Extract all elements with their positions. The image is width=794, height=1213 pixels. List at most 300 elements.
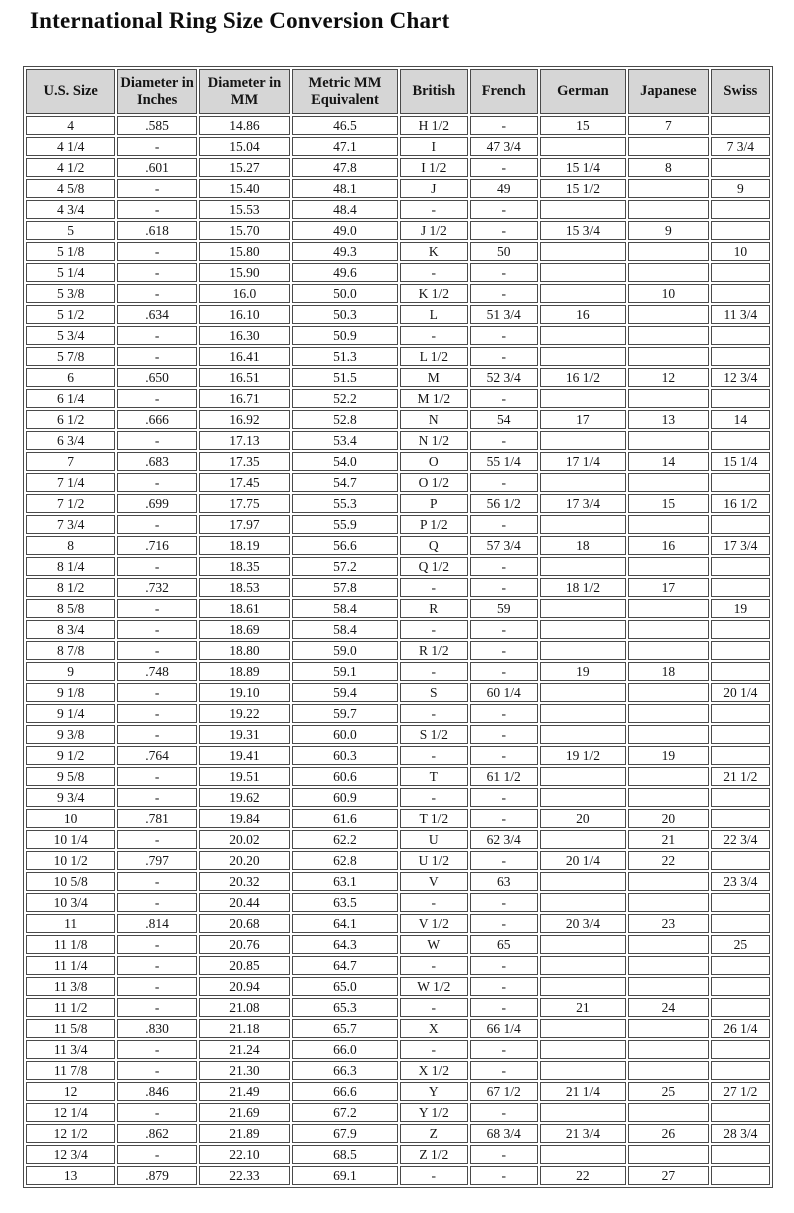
- table-cell: 16.30: [199, 326, 290, 345]
- table-cell: 16: [628, 536, 709, 555]
- table-cell: 56.6: [292, 536, 398, 555]
- table-cell: [711, 893, 770, 912]
- table-cell: 18.69: [199, 620, 290, 639]
- table-cell: 67.2: [292, 1103, 398, 1122]
- table-cell: -: [470, 515, 538, 534]
- table-cell: [711, 515, 770, 534]
- table-cell: 63.1: [292, 872, 398, 891]
- table-cell: 6 1/4: [26, 389, 115, 408]
- table-row: [26, 893, 770, 912]
- table-cell: -: [470, 1061, 538, 1080]
- table-cell: 55.9: [292, 515, 398, 534]
- table-cell: [628, 557, 709, 576]
- table-row: [26, 179, 770, 198]
- table-cell: 19: [628, 746, 709, 765]
- table-cell: [540, 1145, 626, 1164]
- table-cell: -: [117, 263, 197, 282]
- table-cell: O: [400, 452, 468, 471]
- table-cell: [540, 1061, 626, 1080]
- table-cell: 20.85: [199, 956, 290, 975]
- table-row: [26, 263, 770, 282]
- table-cell: -: [400, 746, 468, 765]
- table-cell: -: [117, 977, 197, 996]
- table-cell: 18: [540, 536, 626, 555]
- table-cell: -: [117, 641, 197, 660]
- table-cell: L: [400, 305, 468, 324]
- table-cell: -: [470, 578, 538, 597]
- table-cell: -: [117, 179, 197, 198]
- table-cell: 11 1/2: [26, 998, 115, 1017]
- table-cell: 52.8: [292, 410, 398, 429]
- table-cell: 6 3/4: [26, 431, 115, 450]
- table-cell: [540, 893, 626, 912]
- table-cell: [711, 914, 770, 933]
- table-cell: 61.6: [292, 809, 398, 828]
- table-cell: [711, 956, 770, 975]
- table-cell: -: [400, 326, 468, 345]
- table-cell: 20 1/4: [711, 683, 770, 702]
- table-cell: .879: [117, 1166, 197, 1185]
- table-cell: 22.10: [199, 1145, 290, 1164]
- table-cell: [628, 872, 709, 891]
- table-cell: -: [400, 1040, 468, 1059]
- table-row: [26, 1166, 770, 1185]
- table-cell: T 1/2: [400, 809, 468, 828]
- table-cell: 18.61: [199, 599, 290, 618]
- table-cell: 49.3: [292, 242, 398, 261]
- table-cell: 49: [470, 179, 538, 198]
- table-cell: -: [470, 956, 538, 975]
- table-row: [26, 704, 770, 723]
- table-cell: Z 1/2: [400, 1145, 468, 1164]
- table-row: [26, 410, 770, 429]
- table-cell: [711, 704, 770, 723]
- table-cell: 54.0: [292, 452, 398, 471]
- table-cell: .585: [117, 116, 197, 135]
- table-cell: -: [400, 788, 468, 807]
- table-cell: .764: [117, 746, 197, 765]
- table-row: [26, 347, 770, 366]
- table-cell: 8: [628, 158, 709, 177]
- table-cell: 11: [26, 914, 115, 933]
- table-cell: [540, 620, 626, 639]
- table-cell: 65.0: [292, 977, 398, 996]
- table-cell: [628, 683, 709, 702]
- table-cell: .830: [117, 1019, 197, 1038]
- table-row: [26, 536, 770, 555]
- table-cell: [711, 284, 770, 303]
- table-cell: 58.4: [292, 620, 398, 639]
- table-cell: -: [470, 1166, 538, 1185]
- table-cell: 11 3/4: [26, 1040, 115, 1059]
- table-cell: [628, 1061, 709, 1080]
- table-cell: -: [117, 200, 197, 219]
- table-cell: 67.9: [292, 1124, 398, 1143]
- table-cell: [711, 389, 770, 408]
- table-cell: [711, 1103, 770, 1122]
- table-row: [26, 473, 770, 492]
- table-cell: Q 1/2: [400, 557, 468, 576]
- table-cell: -: [470, 998, 538, 1017]
- table-cell: 21: [628, 830, 709, 849]
- table-row: [26, 221, 770, 240]
- table-cell: 14.86: [199, 116, 290, 135]
- table-cell: 7: [26, 452, 115, 471]
- table-cell: [628, 767, 709, 786]
- table-cell: 7 1/2: [26, 494, 115, 513]
- table-cell: [711, 431, 770, 450]
- table-cell: -: [117, 683, 197, 702]
- table-cell: 20.94: [199, 977, 290, 996]
- table-cell: 16.71: [199, 389, 290, 408]
- table-cell: 18.89: [199, 662, 290, 681]
- table-cell: [711, 1040, 770, 1059]
- table-cell: 57 3/4: [470, 536, 538, 555]
- table-cell: -: [117, 620, 197, 639]
- table-row: [26, 200, 770, 219]
- table-cell: 16.10: [199, 305, 290, 324]
- table-cell: [628, 893, 709, 912]
- table-row: [26, 326, 770, 345]
- table-cell: [540, 1103, 626, 1122]
- table-row: [26, 935, 770, 954]
- column-header: Diameter in Inches: [117, 69, 197, 114]
- table-cell: [711, 116, 770, 135]
- table-cell: 19.22: [199, 704, 290, 723]
- table-cell: 60.3: [292, 746, 398, 765]
- table-cell: -: [117, 767, 197, 786]
- table-row: [26, 851, 770, 870]
- table-cell: 5 1/4: [26, 263, 115, 282]
- table-cell: 12 3/4: [26, 1145, 115, 1164]
- column-header: Japanese: [628, 69, 709, 114]
- table-cell: [628, 599, 709, 618]
- table-cell: 12: [26, 1082, 115, 1101]
- table-cell: 11 3/8: [26, 977, 115, 996]
- table-cell: 5: [26, 221, 115, 240]
- table-cell: -: [470, 893, 538, 912]
- table-cell: 60.9: [292, 788, 398, 807]
- column-header: French: [470, 69, 538, 114]
- table-header-row: [26, 69, 770, 114]
- table-cell: 8: [26, 536, 115, 555]
- table-cell: 21.24: [199, 1040, 290, 1059]
- table-cell: M: [400, 368, 468, 387]
- table-cell: .814: [117, 914, 197, 933]
- table-cell: 66.6: [292, 1082, 398, 1101]
- table-cell: -: [470, 431, 538, 450]
- table-row: [26, 1103, 770, 1122]
- table-cell: .732: [117, 578, 197, 597]
- table-cell: [628, 347, 709, 366]
- table-cell: -: [117, 788, 197, 807]
- table-cell: -: [470, 641, 538, 660]
- ring-size-conversion-table: [23, 66, 773, 1188]
- table-cell: -: [117, 326, 197, 345]
- table-cell: -: [470, 158, 538, 177]
- table-row: [26, 515, 770, 534]
- table-cell: 25: [628, 1082, 709, 1101]
- table-cell: 15.80: [199, 242, 290, 261]
- table-row: [26, 284, 770, 303]
- table-cell: [540, 788, 626, 807]
- table-cell: 50.3: [292, 305, 398, 324]
- table-row: [26, 137, 770, 156]
- table-cell: -: [117, 830, 197, 849]
- table-cell: 60.6: [292, 767, 398, 786]
- table-cell: 12 3/4: [711, 368, 770, 387]
- table-cell: 8 5/8: [26, 599, 115, 618]
- table-cell: K 1/2: [400, 284, 468, 303]
- table-cell: 15: [628, 494, 709, 513]
- table-cell: -: [117, 431, 197, 450]
- table-cell: 17.13: [199, 431, 290, 450]
- table-cell: 6 1/2: [26, 410, 115, 429]
- table-cell: 57.8: [292, 578, 398, 597]
- table-cell: [628, 935, 709, 954]
- table-cell: [628, 137, 709, 156]
- table-cell: 4 1/2: [26, 158, 115, 177]
- table-cell: -: [470, 263, 538, 282]
- table-cell: 10 5/8: [26, 872, 115, 891]
- table-cell: 68 3/4: [470, 1124, 538, 1143]
- table-row: [26, 1124, 770, 1143]
- table-cell: [711, 1166, 770, 1185]
- table-cell: 53.4: [292, 431, 398, 450]
- table-cell: [711, 746, 770, 765]
- table-cell: [711, 200, 770, 219]
- table-cell: [540, 641, 626, 660]
- table-cell: [628, 1103, 709, 1122]
- table-cell: 15 1/4: [711, 452, 770, 471]
- table-cell: 66.3: [292, 1061, 398, 1080]
- table-cell: .666: [117, 410, 197, 429]
- table-row: [26, 746, 770, 765]
- table-header: [26, 69, 770, 114]
- table-cell: 56 1/2: [470, 494, 538, 513]
- table-cell: -: [470, 662, 538, 681]
- table-cell: 10 1/2: [26, 851, 115, 870]
- table-cell: V: [400, 872, 468, 891]
- table-cell: [628, 977, 709, 996]
- table-cell: [711, 221, 770, 240]
- table-cell: [628, 1145, 709, 1164]
- table-cell: [628, 641, 709, 660]
- table-cell: [540, 242, 626, 261]
- table-cell: 17 1/4: [540, 452, 626, 471]
- table-cell: O 1/2: [400, 473, 468, 492]
- table-cell: 13: [26, 1166, 115, 1185]
- column-header: Diameter in MM: [199, 69, 290, 114]
- table-cell: 27 1/2: [711, 1082, 770, 1101]
- table-cell: [628, 956, 709, 975]
- table-cell: [540, 935, 626, 954]
- table-cell: 8 3/4: [26, 620, 115, 639]
- table-cell: 62.8: [292, 851, 398, 870]
- table-cell: 58.4: [292, 599, 398, 618]
- table-cell: -: [117, 998, 197, 1017]
- table-cell: S 1/2: [400, 725, 468, 744]
- table-cell: J: [400, 179, 468, 198]
- table-cell: [540, 389, 626, 408]
- table-cell: -: [470, 326, 538, 345]
- table-cell: 16.92: [199, 410, 290, 429]
- table-cell: [540, 704, 626, 723]
- table-cell: .601: [117, 158, 197, 177]
- table-row: [26, 452, 770, 471]
- page-title: International Ring Size Conversion Chart: [30, 8, 450, 33]
- table-cell: 59.1: [292, 662, 398, 681]
- table-cell: 21: [540, 998, 626, 1017]
- table-cell: -: [470, 473, 538, 492]
- table-cell: [628, 1019, 709, 1038]
- table-cell: 20 3/4: [540, 914, 626, 933]
- table-cell: 11 7/8: [26, 1061, 115, 1080]
- table-cell: -: [400, 956, 468, 975]
- table-cell: 17.35: [199, 452, 290, 471]
- table-cell: [711, 1061, 770, 1080]
- table-cell: .716: [117, 536, 197, 555]
- table-cell: 12: [628, 368, 709, 387]
- table-cell: Q: [400, 536, 468, 555]
- table-cell: 61 1/2: [470, 767, 538, 786]
- table-cell: 21.18: [199, 1019, 290, 1038]
- table-cell: .699: [117, 494, 197, 513]
- table-cell: 7 1/4: [26, 473, 115, 492]
- table-cell: 51 3/4: [470, 305, 538, 324]
- table-cell: [711, 473, 770, 492]
- table-cell: [711, 977, 770, 996]
- table-cell: N 1/2: [400, 431, 468, 450]
- table-row: [26, 683, 770, 702]
- table-cell: 22 3/4: [711, 830, 770, 849]
- table-cell: 5 7/8: [26, 347, 115, 366]
- table-cell: 21.49: [199, 1082, 290, 1101]
- table-cell: 18.80: [199, 641, 290, 660]
- table-cell: .650: [117, 368, 197, 387]
- table-cell: 20.68: [199, 914, 290, 933]
- table-cell: 19: [540, 662, 626, 681]
- table-cell: 47.8: [292, 158, 398, 177]
- table-cell: 18 1/2: [540, 578, 626, 597]
- table-cell: [628, 1040, 709, 1059]
- table-cell: -: [400, 1166, 468, 1185]
- table-cell: -: [470, 200, 538, 219]
- table-cell: 59.0: [292, 641, 398, 660]
- column-header: U.S. Size: [26, 69, 115, 114]
- table-cell: 19.62: [199, 788, 290, 807]
- table-cell: -: [400, 704, 468, 723]
- table-cell: 63.5: [292, 893, 398, 912]
- table-cell: W 1/2: [400, 977, 468, 996]
- table-row: [26, 872, 770, 891]
- table-cell: -: [470, 389, 538, 408]
- table-cell: [540, 326, 626, 345]
- table-cell: 23: [628, 914, 709, 933]
- table-cell: 28 3/4: [711, 1124, 770, 1143]
- table-cell: [711, 620, 770, 639]
- table-cell: [540, 956, 626, 975]
- table-cell: [628, 263, 709, 282]
- table-cell: -: [117, 557, 197, 576]
- table-cell: 12 1/4: [26, 1103, 115, 1122]
- table-cell: M 1/2: [400, 389, 468, 408]
- table-row: [26, 956, 770, 975]
- table-cell: 55.3: [292, 494, 398, 513]
- table-cell: [540, 767, 626, 786]
- table-cell: J 1/2: [400, 221, 468, 240]
- table-cell: 19: [711, 599, 770, 618]
- table-cell: -: [470, 116, 538, 135]
- table-cell: 25: [711, 935, 770, 954]
- table-cell: [540, 599, 626, 618]
- table-cell: .862: [117, 1124, 197, 1143]
- table-cell: -: [470, 914, 538, 933]
- table-cell: -: [470, 1040, 538, 1059]
- table-cell: [628, 179, 709, 198]
- table-cell: 59.7: [292, 704, 398, 723]
- table-cell: [628, 704, 709, 723]
- table-cell: 20.20: [199, 851, 290, 870]
- table-cell: 5 1/8: [26, 242, 115, 261]
- table-cell: [628, 242, 709, 261]
- table-cell: 14: [628, 452, 709, 471]
- table-row: [26, 158, 770, 177]
- table-cell: -: [400, 200, 468, 219]
- table-cell: -: [470, 704, 538, 723]
- table-cell: -: [470, 788, 538, 807]
- table-cell: [711, 641, 770, 660]
- table-cell: 15 1/4: [540, 158, 626, 177]
- table-cell: 4 5/8: [26, 179, 115, 198]
- table-cell: 64.1: [292, 914, 398, 933]
- table-cell: .846: [117, 1082, 197, 1101]
- table-cell: 10: [628, 284, 709, 303]
- table-cell: 49.0: [292, 221, 398, 240]
- table-cell: 16 1/2: [711, 494, 770, 513]
- table-cell: 24: [628, 998, 709, 1017]
- table-cell: X: [400, 1019, 468, 1038]
- table-cell: 18.53: [199, 578, 290, 597]
- table-cell: 9: [26, 662, 115, 681]
- table-cell: 15 3/4: [540, 221, 626, 240]
- table-cell: [540, 431, 626, 450]
- table-cell: 46.5: [292, 116, 398, 135]
- table-cell: -: [117, 284, 197, 303]
- table-cell: 11 1/4: [26, 956, 115, 975]
- table-cell: 8 1/2: [26, 578, 115, 597]
- table-cell: 15 1/2: [540, 179, 626, 198]
- table-cell: 19.51: [199, 767, 290, 786]
- table-cell: [540, 1019, 626, 1038]
- table-cell: [711, 788, 770, 807]
- table-row: [26, 788, 770, 807]
- table-cell: 9 3/4: [26, 788, 115, 807]
- table-cell: 62.2: [292, 830, 398, 849]
- table-cell: [711, 263, 770, 282]
- table-cell: 21.69: [199, 1103, 290, 1122]
- table-cell: .781: [117, 809, 197, 828]
- table-cell: 6: [26, 368, 115, 387]
- table-cell: P 1/2: [400, 515, 468, 534]
- table-cell: 68.5: [292, 1145, 398, 1164]
- table-cell: .683: [117, 452, 197, 471]
- table-cell: 18.19: [199, 536, 290, 555]
- table-cell: 15.90: [199, 263, 290, 282]
- table-cell: S: [400, 683, 468, 702]
- table-cell: [540, 137, 626, 156]
- table-cell: 9 1/4: [26, 704, 115, 723]
